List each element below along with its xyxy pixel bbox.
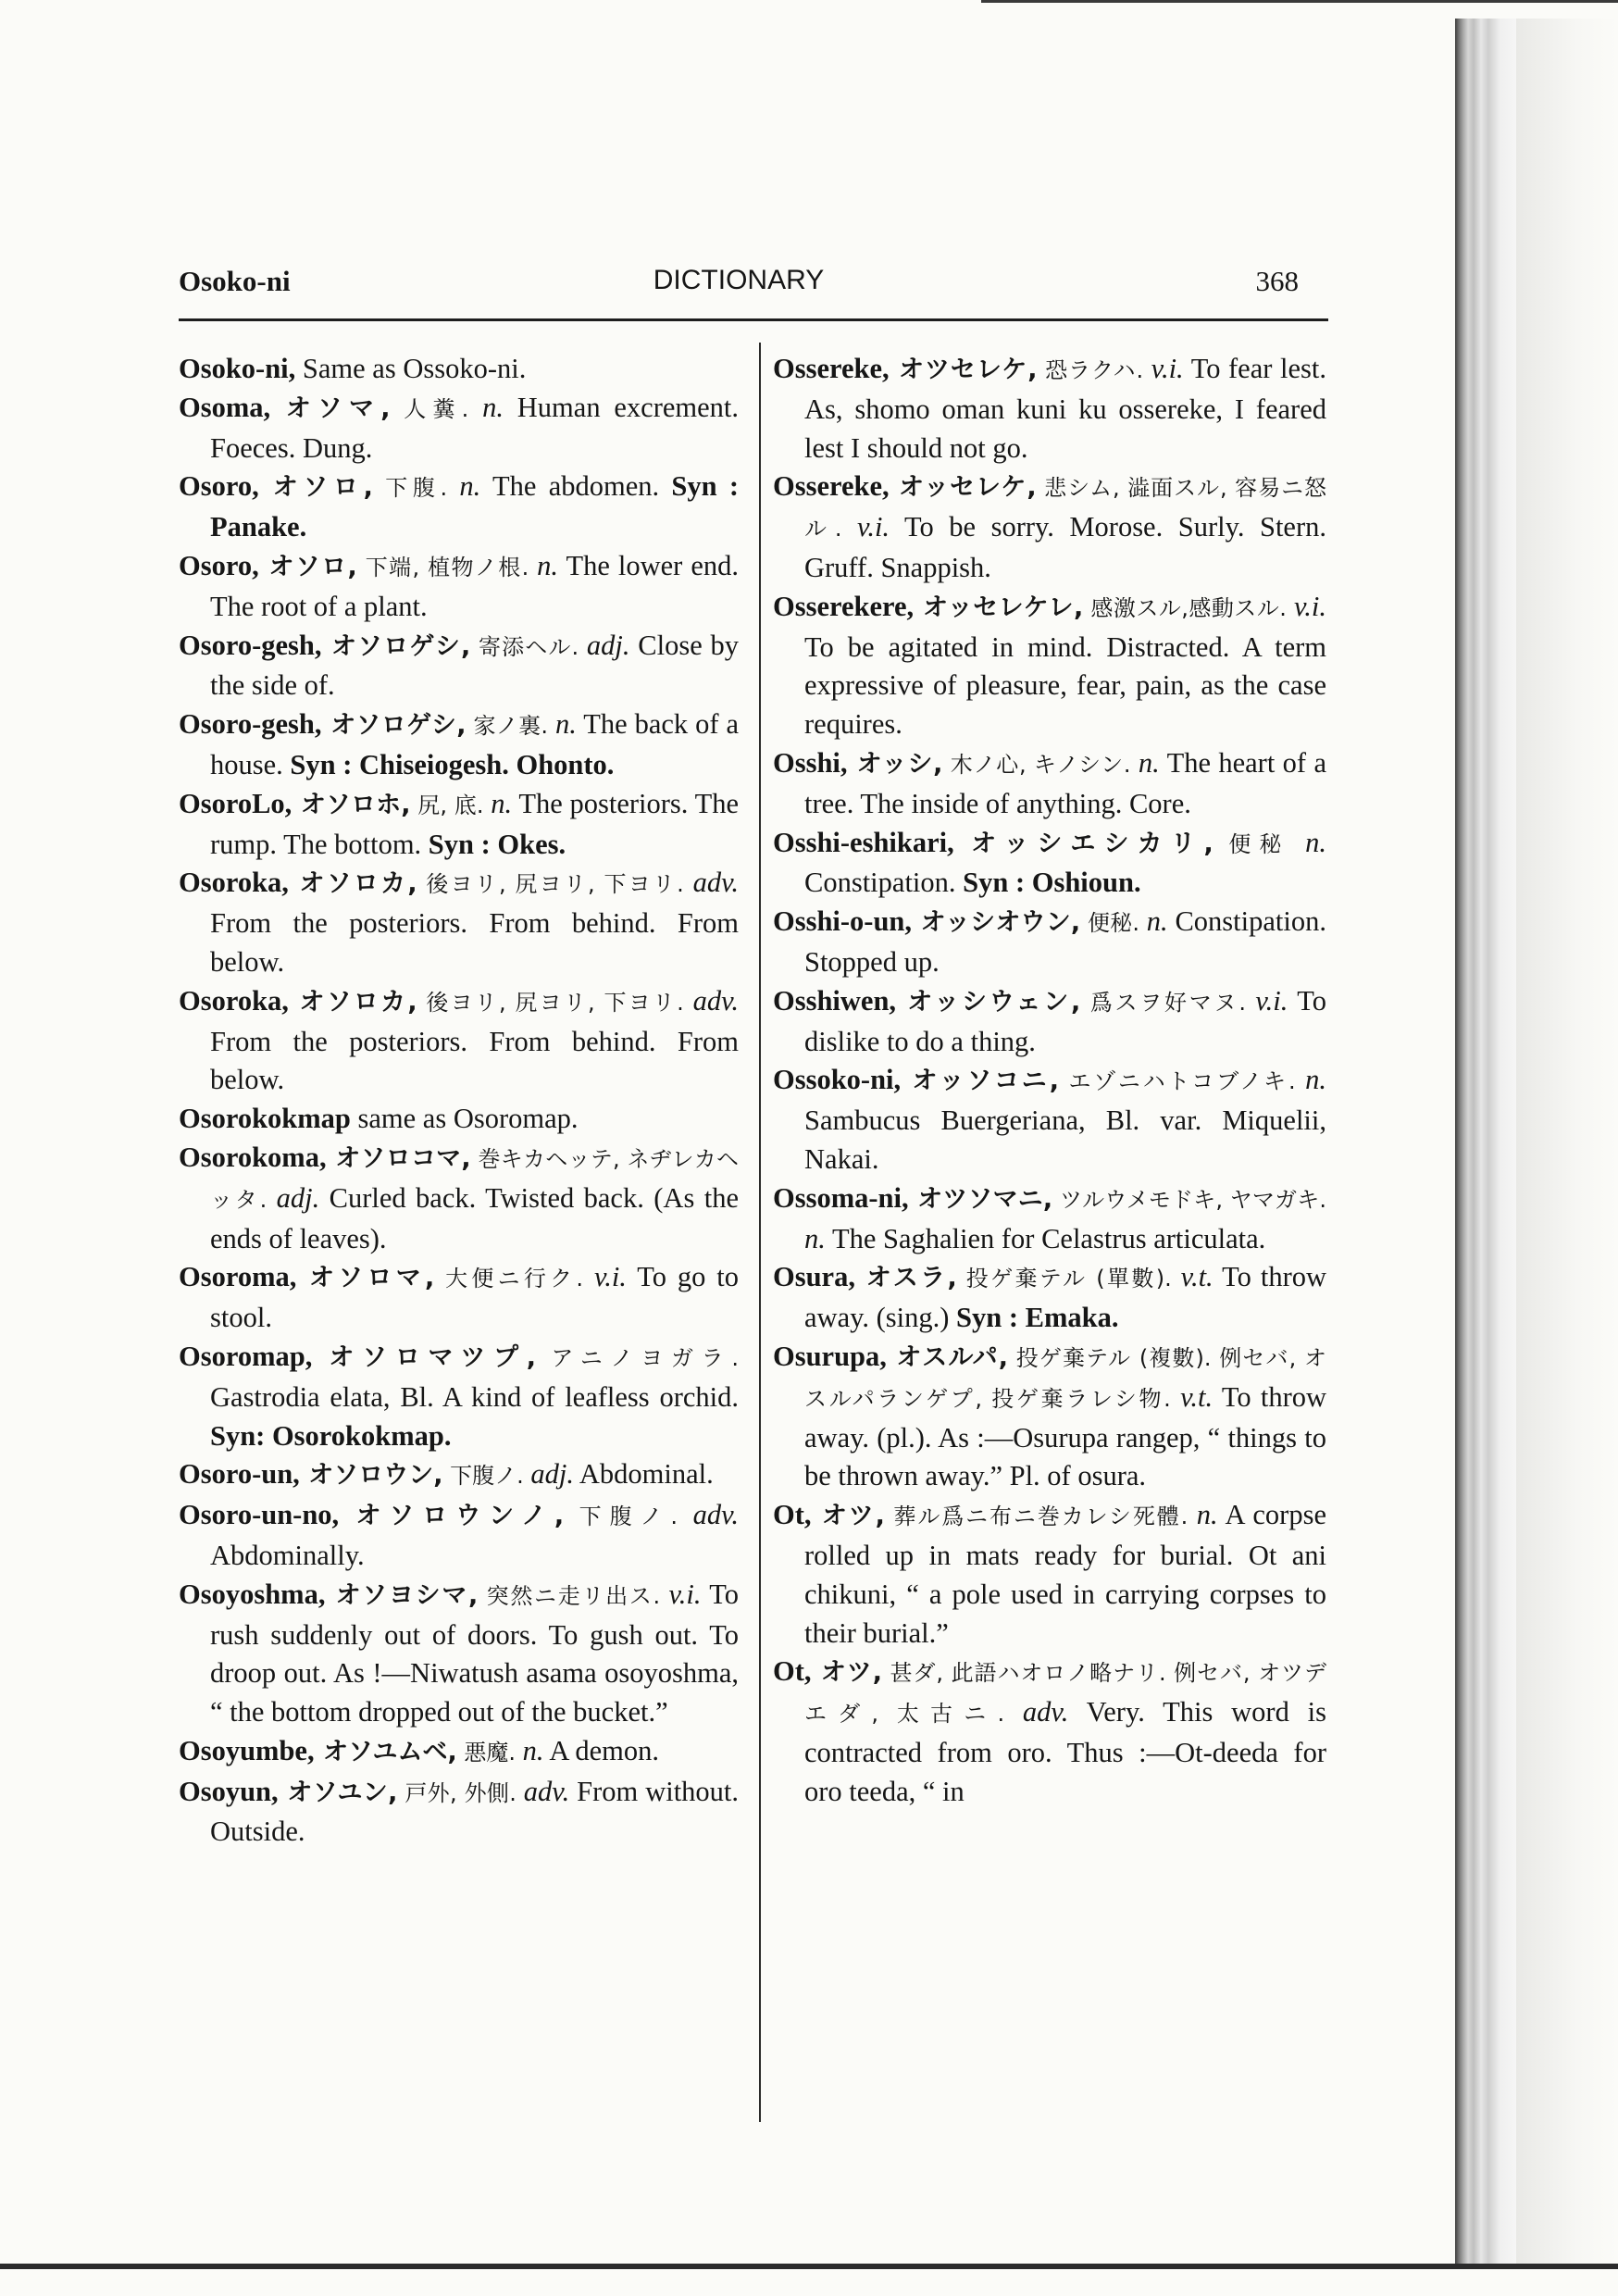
entry-part-of-speech: v.i.: [1286, 590, 1326, 622]
dictionary-entry: [179, 785, 739, 865]
entry-kana: オッセレケ,: [889, 473, 1037, 503]
entry-definition: same as Osoromap.: [350, 1103, 579, 1135]
page-header: [179, 265, 1299, 307]
entry-japanese-gloss: 投ゲ棄テル (複數). 例セバ, オスルパランゲプ, 投ゲ棄ラレシ物.: [804, 1344, 1326, 1412]
entry-japanese-gloss: エゾニハトコブノキ.: [1058, 1068, 1296, 1095]
entry-part-of-speech: n.: [1139, 905, 1168, 938]
entry-headword: Osoroma,: [179, 1261, 297, 1293]
entry-kana: オツセレケ,: [889, 356, 1038, 384]
entry-japanese-gloss: 便秘: [1213, 830, 1290, 857]
entry-kana: オツ,: [811, 1502, 885, 1531]
entry-definition: From the posteriors. From behind. From below.: [210, 1025, 739, 1096]
entry-part-of-speech: adj.: [523, 1458, 574, 1491]
entry-kana: オソロカ,: [288, 869, 417, 899]
entry-headword: Ossereke,: [773, 353, 890, 384]
entry-part-of-speech: adv.: [516, 1775, 570, 1807]
entry-headword: Osoyumbe,: [179, 1734, 315, 1766]
entry-japanese-gloss: 悲シム, 澁面スル, 容易ニ怒ル.: [804, 475, 1327, 543]
entry-part-of-speech: v.i.: [1143, 353, 1184, 384]
entry-headword: Osoro-gesh,: [179, 629, 322, 661]
entry-definition: A corpse rolled up in mats ready for burial. Ot ani chikuni, “ a pole used in carrying corpses to their burial.”: [804, 1499, 1326, 1649]
entry-kana: オツ,: [811, 1658, 882, 1688]
entry-part-of-speech: adj.: [267, 1181, 320, 1214]
entry-headword: Osoromap,: [179, 1340, 313, 1372]
entry-headword: Ossereke,: [773, 470, 890, 503]
entry-part-of-speech: adv.: [683, 984, 739, 1017]
entry-definition: The back of a house.: [210, 708, 740, 780]
entry-part-of-speech: adv.: [683, 867, 739, 899]
entry-headword: Osshi,: [773, 746, 848, 779]
entry-part-of-speech: adv.: [678, 1499, 740, 1531]
entry-part-of-speech: v.t.: [1170, 1380, 1214, 1413]
entry-kana: オッシオウン,: [912, 908, 1081, 938]
entry-definition: To throw away. (sing.): [804, 1261, 1326, 1334]
entry-definition: Abdominally.: [210, 1539, 365, 1571]
entry-japanese-gloss: 感激スル,感動スル.: [1083, 594, 1287, 621]
entry-headword: Ossoko-ni,: [773, 1064, 902, 1096]
entry-japanese-gloss: 悪魔.: [456, 1739, 516, 1766]
entry-headword: OsoroLo,: [179, 787, 292, 819]
entry-headword: Osura,: [773, 1261, 855, 1293]
entry-definition: Curled back. Twisted back. (As the ends of leaves).: [210, 1181, 739, 1254]
entry-definition: To go to stool.: [210, 1261, 739, 1334]
entry-part-of-speech: n.: [483, 787, 513, 819]
dictionary-entry: [179, 350, 739, 389]
dictionary-entry: [179, 1496, 739, 1576]
entry-part-of-speech: n.: [1289, 826, 1326, 858]
entry-japanese-gloss: アニノヨガラ.: [536, 1344, 739, 1371]
header-rule: [179, 318, 1328, 321]
entry-synonym: Syn: Osorokokmap.: [210, 1419, 452, 1452]
entry-headword: Osoro-un-no,: [179, 1499, 340, 1531]
entry-headword: Osoroka,: [179, 984, 289, 1017]
entry-japanese-gloss: 投ゲ棄テル (單數).: [956, 1266, 1172, 1292]
dictionary-entry: [773, 350, 1326, 468]
entry-kana: オッソコニ,: [901, 1067, 1059, 1096]
entry-kana: オソロウン,: [299, 1461, 443, 1491]
entry-headword: Ot,: [773, 1499, 812, 1531]
entry-japanese-gloss: 寄添ヘル.: [470, 633, 579, 660]
dictionary-entry: [179, 982, 739, 1100]
entry-definition: Very. This word is contracted from oro. Thus :—Ot-deeda for oro teeda, “ in: [804, 1696, 1327, 1807]
bottom-edge-rule: [0, 2264, 1618, 2269]
entry-japanese-gloss: 木ノ心, キノシン.: [942, 751, 1131, 778]
entry-kana: オッシエシカリ,: [953, 829, 1214, 858]
entry-part-of-speech: n.: [548, 708, 577, 741]
dictionary-entry: [179, 1576, 739, 1732]
left-column: [179, 350, 739, 1852]
entry-synonym: Syn : Okes.: [428, 828, 566, 860]
entry-headword: Osoyun,: [179, 1775, 279, 1807]
dictionary-entry: [179, 1455, 739, 1496]
entry-headword: Osurupa,: [773, 1340, 887, 1372]
entry-headword: Ossoma-ni,: [773, 1181, 909, 1214]
dictionary-entry: [179, 1773, 739, 1853]
guide-word: Osoko-ni: [179, 265, 291, 297]
column-divider: [759, 343, 761, 2122]
entry-definition: The posteriors. The rump. The bottom.: [210, 787, 740, 860]
entry-kana: オソヨシマ,: [325, 1580, 479, 1610]
entry-kana: オッセレケレ,: [914, 593, 1084, 622]
dictionary-entry: [773, 468, 1326, 587]
entry-kana: オスルパ,: [886, 1342, 1008, 1372]
entry-japanese-gloss: 突然ニ走リ出ス.: [478, 1582, 661, 1609]
entry-japanese-gloss: 下腹.: [372, 475, 448, 502]
book-spine-shadow: [1455, 19, 1516, 2268]
entry-kana: オッシウェン,: [896, 987, 1081, 1017]
entry-kana: オソロコマ,: [326, 1143, 471, 1173]
entry-part-of-speech: adv.: [1004, 1696, 1069, 1728]
entry-headword: Osoma,: [179, 391, 271, 423]
entry-headword: Osoro-gesh,: [179, 708, 322, 741]
page-number: 368: [1255, 265, 1299, 297]
entry-definition: The lower end. The root of a plant.: [210, 549, 739, 622]
entry-part-of-speech: v.t.: [1171, 1261, 1214, 1293]
dictionary-entry: [773, 588, 1326, 744]
dictionary-entry: [179, 1139, 739, 1258]
entry-part-of-speech: n.: [515, 1734, 544, 1766]
entry-japanese-gloss: 下端, 植物ノ根.: [356, 554, 529, 580]
entry-japanese-gloss: 便秘.: [1080, 910, 1139, 937]
entry-part-of-speech: n.: [1188, 1499, 1218, 1531]
entry-definition: To throw away. (pl.). As :—Osurupa rangep, “ things to be thrown away.” Pl. of osura.: [804, 1380, 1327, 1492]
entry-kana: オッシ,: [847, 749, 943, 779]
entry-kana: オソロ,: [258, 473, 373, 503]
entry-definition: Same as Ossoko-ni.: [295, 353, 527, 384]
entry-definition: To be sorry. Morose. Surly. Stern. Gruff. Snappish.: [804, 511, 1326, 583]
entry-kana: オソマ,: [270, 393, 391, 423]
entry-part-of-speech: v.i.: [583, 1261, 627, 1293]
dictionary-entry: [773, 1653, 1326, 1811]
entry-definition: Sambucus Buergeriana, Bl. var. Miquelii, Nakai.: [804, 1104, 1326, 1175]
entry-definition: To be agitated in mind. Distracted. A term expressive of pleasure, fear, pain, as the case requires.: [804, 630, 1326, 741]
entry-headword: Ot,: [773, 1655, 812, 1688]
entry-definition: A demon.: [543, 1734, 660, 1766]
entry-kana: オソユン,: [278, 1778, 398, 1807]
entry-definition: Constipation.: [804, 867, 956, 899]
entry-japanese-gloss: 尻, 底.: [410, 792, 484, 818]
entry-part-of-speech: n.: [468, 391, 504, 423]
entry-definition: The Saghalien for Celastrus articulata.: [825, 1222, 1266, 1254]
dictionary-entry: [773, 744, 1326, 824]
entry-headword: Osserekere,: [773, 590, 915, 622]
dictionary-entry: [773, 1179, 1326, 1259]
dictionary-entry: [179, 1258, 739, 1338]
entry-headword: Osoyoshma,: [179, 1578, 326, 1610]
entry-headword: Osshiwen,: [773, 984, 897, 1017]
entry-part-of-speech: adj.: [579, 629, 630, 661]
entry-synonym: Syn : Emaka.: [956, 1302, 1119, 1334]
running-title: DICTIONARY: [653, 265, 825, 295]
dictionary-entry: [179, 1100, 739, 1139]
entry-synonym: Syn : Panake.: [210, 470, 740, 543]
entry-japanese-gloss: ツルウメモドキ, ヤマガキ.: [1052, 1186, 1326, 1213]
entry-japanese-gloss: 戸外, 外側.: [397, 1779, 517, 1806]
top-edge-rule: [981, 0, 1618, 3]
entry-japanese-gloss: 恐ラクハ.: [1037, 357, 1144, 383]
entry-japanese-gloss: 後ヨリ, 尻ヨリ, 下ヨリ.: [417, 871, 684, 898]
dictionary-entry: [179, 1732, 739, 1773]
entry-kana: オソロマツプ,: [312, 1342, 537, 1372]
entry-headword: Osoro-un,: [179, 1458, 300, 1491]
entry-kana: オソロウンノ,: [339, 1502, 565, 1531]
entry-kana: オソロホ,: [292, 790, 411, 819]
dictionary-entry: [179, 705, 739, 785]
page-edge: [1516, 19, 1618, 2268]
entry-kana: オソロゲシ,: [321, 631, 471, 661]
entry-japanese-gloss: 人糞.: [390, 395, 469, 422]
entry-japanese-gloss: 大便ニ行ク.: [434, 1266, 584, 1292]
dictionary-entry: [179, 627, 739, 706]
dictionary-entry: [179, 547, 739, 627]
entry-japanese-gloss: 爲スヲ好マヌ.: [1080, 989, 1246, 1016]
entry-part-of-speech: v.i.: [841, 511, 890, 543]
entry-definition: Human excrement. Foeces. Dung.: [210, 391, 740, 464]
entry-definition: To dislike to do a thing.: [804, 984, 1326, 1057]
entry-definition: To rush suddenly out of doors. To gush out. To droop out. As !—Niwatush asama osoyoshma, “ the bottom dropped out of the bucket.”: [210, 1578, 739, 1728]
right-column: [773, 350, 1326, 1811]
dictionary-entry: [773, 982, 1326, 1062]
entry-kana: オソロカ,: [288, 987, 417, 1017]
dictionary-entry: [773, 1496, 1326, 1653]
entry-japanese-gloss: 下腹ノ.: [442, 1463, 524, 1490]
entry-definition: From the posteriors. From behind. From below.: [210, 907, 739, 978]
entry-part-of-speech: n.: [804, 1222, 826, 1254]
entry-definition: Constipation. Stopped up.: [804, 905, 1326, 978]
dictionary-entry: [773, 1258, 1326, 1338]
entry-kana: オソロマ,: [296, 1264, 435, 1293]
dictionary-entry: [773, 903, 1326, 982]
entry-japanese-gloss: 家ノ裏.: [466, 713, 549, 740]
entry-part-of-speech: v.i.: [1245, 984, 1288, 1017]
entry-headword: Osorokokmap: [179, 1103, 351, 1135]
entry-definition: From without. Outside.: [210, 1775, 740, 1848]
entry-kana: オソユムベ,: [314, 1737, 457, 1766]
entry-japanese-gloss: 巻キカヘッテ, ネヂレカヘッタ.: [210, 1145, 739, 1213]
entry-headword: Osoko-ni,: [179, 353, 296, 384]
entry-headword: Osorokoma,: [179, 1141, 327, 1173]
entry-headword: Osshi-eshikari,: [773, 826, 954, 858]
dictionary-entry: [773, 1061, 1326, 1179]
entry-definition: Gastrodia elata, Bl. A kind of leafless orchid.: [210, 1380, 739, 1413]
entry-definition: The heart of a tree. The inside of anything. Core.: [804, 746, 1326, 819]
entry-part-of-speech: n.: [1130, 746, 1160, 779]
entry-headword: Osoro,: [179, 470, 259, 503]
dictionary-entry: [773, 1338, 1326, 1496]
entry-kana: オスラ,: [854, 1264, 957, 1293]
entry-japanese-gloss: 葬ル爲ニ布ニ巻カレシ死體.: [884, 1504, 1189, 1530]
entry-japanese-gloss: 甚ダ, 此語ハオロノ略ナリ. 例セバ, オツデエダ, 太古ニ.: [804, 1660, 1326, 1728]
dictionary-entry: [179, 864, 739, 981]
entry-japanese-gloss: 下腹ノ.: [564, 1504, 678, 1530]
dictionary-entry: [179, 1338, 739, 1455]
entry-synonym: Syn : Chiseiogesh. Ohonto.: [290, 748, 615, 780]
entry-definition: The abdomen.: [480, 470, 660, 503]
entry-definition: Abdominal.: [573, 1458, 714, 1491]
entry-part-of-speech: n.: [447, 470, 481, 503]
entry-kana: オツソマニ,: [908, 1184, 1053, 1214]
entry-headword: Osoro,: [179, 549, 259, 581]
dictionary-entry: [179, 468, 739, 547]
entry-part-of-speech: n.: [529, 549, 559, 581]
entry-kana: オソロゲシ,: [321, 711, 467, 741]
entry-headword: Osshi-o-un,: [773, 905, 913, 938]
entry-part-of-speech: n.: [1295, 1064, 1327, 1096]
entry-part-of-speech: v.i.: [660, 1578, 702, 1610]
entry-definition: Close by the side of.: [210, 629, 739, 702]
entry-synonym: Syn : Oshioun.: [963, 867, 1141, 899]
entry-japanese-gloss: 後ヨリ, 尻ヨリ, 下ヨリ.: [417, 989, 684, 1016]
entry-headword: Osoroka,: [179, 867, 289, 899]
entry-definition: To fear lest. As, shomo oman kuni ku ossereke, I feared lest I should not go.: [804, 353, 1326, 464]
entry-kana: オソロ,: [258, 552, 357, 581]
dictionary-entry: [773, 824, 1326, 904]
dictionary-entry: [179, 389, 739, 468]
